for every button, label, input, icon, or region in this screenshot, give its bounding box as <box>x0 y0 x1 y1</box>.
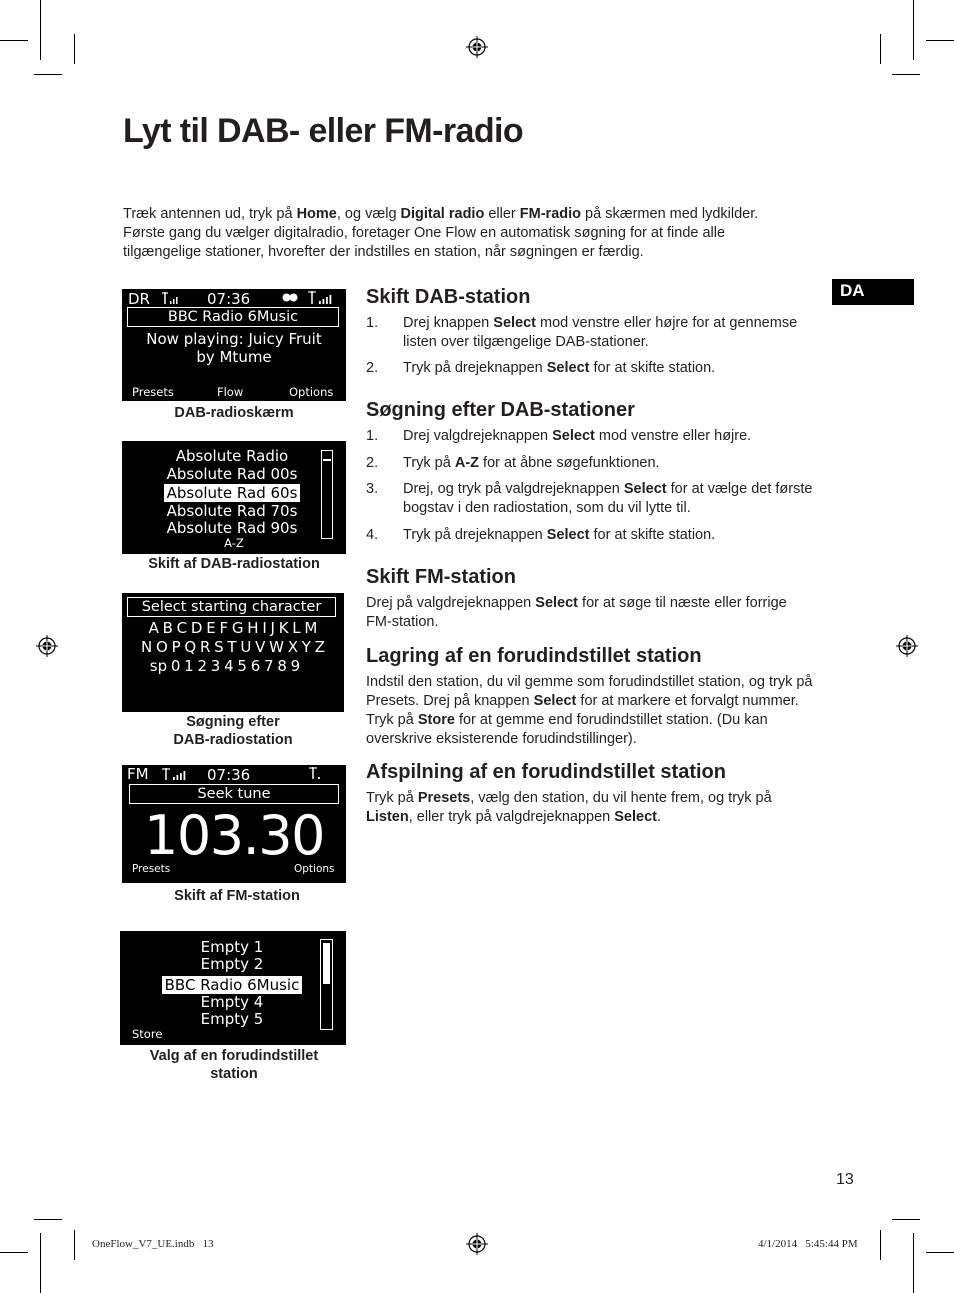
step-text: Drej knappen <box>403 315 494 331</box>
section-heading-skift-fm: Skift FM-station <box>366 566 516 588</box>
crop-mark <box>892 74 920 75</box>
crop-mark <box>926 40 954 41</box>
para-bold: Listen <box>366 809 409 825</box>
now-playing-line: Now playing: Juicy Fruit <box>146 330 322 348</box>
para-text: , eller tryk på valgdrejeknappen <box>408 809 615 825</box>
step-text: Tryk på drejeknappen <box>403 360 547 376</box>
section-heading-afspilning: Afspilning af en forudindstillet station <box>366 761 726 783</box>
step-bold: Select <box>546 527 590 543</box>
search-header-box: Select starting character <box>127 597 336 617</box>
softkey-options: Options <box>289 385 334 399</box>
station-name-box: BBC Radio 6Music <box>127 307 339 327</box>
para-bold: Select <box>614 809 657 825</box>
list-item: Empty 2 <box>200 955 264 973</box>
step-number: 2. <box>366 360 379 376</box>
para-text: Tryk på <box>366 790 418 806</box>
step-number: 2. <box>366 455 379 471</box>
clock: 07:36 <box>207 766 251 784</box>
softkey-options: Options <box>294 863 335 875</box>
section-heading-lagring: Lagring af en forudindstillet station <box>366 645 702 667</box>
crop-mark <box>0 40 28 41</box>
step-text: for at skifte station. <box>589 360 716 376</box>
step-text: Drej valgdrejeknappen <box>403 428 553 444</box>
para-text: for at gemme end forudindstillet station. (Du kan overskrive eksisterende forudindstillinger). <box>366 712 768 747</box>
dab-radio-screen <box>122 289 346 401</box>
frequency-display: 103.30 <box>144 804 324 867</box>
para-bold: Presets <box>417 790 471 806</box>
character-search-screen <box>122 593 344 712</box>
footer-file-info: OneFlow_V7_UE.indb 13 <box>92 1238 214 1250</box>
step-number: 1. <box>366 428 379 444</box>
softkey-flow: Flow <box>217 385 244 399</box>
step-text: mod venstre eller højre. <box>594 428 752 444</box>
softkey-presets: Presets <box>132 385 174 399</box>
list-item: Absolute Rad 00s <box>166 465 298 483</box>
section-paragraph <box>366 594 816 632</box>
step-bold: Select <box>493 315 537 331</box>
mode-label: DR <box>128 290 150 308</box>
scrollbar <box>321 450 333 539</box>
intro-text: Træk antennen ud, tryk på <box>123 206 297 222</box>
caption-line: Valg af en forudindstillet <box>149 1048 319 1064</box>
antenna-icon <box>308 767 322 780</box>
step-bold: A-Z <box>454 455 480 471</box>
section-heading-skift-dab: Skift DAB-station <box>366 286 531 308</box>
crop-mark <box>34 74 62 75</box>
figure-caption: DAB-radioskærm <box>174 405 294 421</box>
registration-mark-icon <box>36 635 58 657</box>
signal-strength-icon <box>162 292 178 305</box>
list-item: Absolute Radio <box>175 447 289 465</box>
para-bold: Store <box>417 712 455 728</box>
language-tab: DA <box>832 279 914 305</box>
footer-datetime: 4/1/2014 5:45:44 PM <box>758 1238 858 1250</box>
para-text: , vælg den station, du vil hente frem, og tryk på <box>470 790 772 806</box>
list-item: Absolute Rad 90s <box>166 519 298 537</box>
list-item: Absolute Rad 70s <box>166 502 298 520</box>
softkey-a-z: A-Z <box>224 536 244 550</box>
intro-text: på skærmen med lydkilder. <box>581 206 759 222</box>
list-item-selected: BBC Radio 6Music <box>162 976 303 994</box>
scrollbar-thumb <box>323 943 330 984</box>
intro-line: Første gang du vælger digitalradio, foretager One Flow en automatisk søgning for at finde alle <box>123 225 726 241</box>
step-text: mod venstre eller højre for at gennemse listen over tilgængelige DAB-stationer. <box>403 315 798 350</box>
stereo-icon <box>282 293 298 302</box>
page-number: 13 <box>836 1171 854 1188</box>
step-number: 3. <box>366 481 379 497</box>
step-bold: Select <box>623 481 667 497</box>
para-bold: Select <box>535 595 579 611</box>
para-bold: Select <box>533 693 577 709</box>
mode-label: FM <box>127 765 149 783</box>
step-text: for at vælge det første bogstav i den radiostation, som du vil lytte til. <box>403 481 813 516</box>
para-text: . <box>656 809 662 825</box>
clock: 07:36 <box>207 290 251 308</box>
caption-line: Søgning efter <box>186 714 280 730</box>
step-number: 1. <box>366 315 379 331</box>
list-item: Empty 4 <box>200 993 264 1011</box>
list-item: Empty 1 <box>200 938 264 956</box>
preset-list-screen <box>120 931 346 1045</box>
intro-text: , og vælg <box>336 206 401 222</box>
softkey-presets: Presets <box>132 863 171 875</box>
crop-mark <box>913 0 914 60</box>
page-title: Lyt til DAB- eller FM-radio <box>123 112 524 150</box>
list-item: Empty 5 <box>200 1010 264 1028</box>
fm-radio-screen <box>122 765 346 883</box>
intro-bold: FM-radio <box>519 206 582 222</box>
crop-mark <box>913 1233 914 1293</box>
step-bold: Select <box>552 428 595 444</box>
crop-mark <box>880 34 881 64</box>
crop-mark <box>880 1230 881 1260</box>
para-text: Indstil den station, du vil gemme som forudindstillet station, og tryk på Presets. Drej på knappen <box>366 674 813 709</box>
step-text: Drej, og tryk på valgdrejeknappen <box>403 481 624 497</box>
section-paragraph <box>366 673 814 749</box>
intro-paragraph <box>123 205 823 262</box>
section-heading-sogning: Søgning efter DAB-stationer <box>366 399 635 421</box>
caption-line: DAB-radiostation <box>173 732 293 748</box>
registration-mark-icon <box>896 635 918 657</box>
para-text: Drej på valgdrejeknappen <box>366 595 536 611</box>
step-text: Tryk på drejeknappen <box>403 527 547 543</box>
figure-caption: Skift af DAB-radiostation <box>148 556 320 572</box>
figure-caption <box>120 1047 348 1083</box>
step-number: 4. <box>366 527 379 543</box>
figure-caption: Skift af FM-station <box>174 888 300 904</box>
list-item-selected: Absolute Rad 60s <box>164 484 301 502</box>
intro-line: tilgængelige stationer, hvorefter der indstilles en station, når søgningen er færdig. <box>123 244 644 260</box>
intro-bold: Home <box>296 206 337 222</box>
para-text: for at markere et forvalgt nummer. Tryk på <box>366 693 799 728</box>
figure-caption <box>122 713 344 749</box>
crop-mark <box>74 1230 75 1260</box>
station-list-screen <box>122 441 346 554</box>
crop-mark <box>34 1219 62 1220</box>
softkey-store: Store <box>132 1027 163 1041</box>
signal-strength-icon <box>162 768 188 781</box>
scrollbar-thumb <box>323 459 331 461</box>
crop-mark <box>0 1252 28 1253</box>
step-text: for at skifte station. <box>589 527 716 543</box>
character-row: sp 0 1 2 3 4 5 6 7 8 9 <box>149 657 301 675</box>
signal-strength-icon <box>308 291 334 305</box>
crop-mark <box>40 1233 41 1293</box>
seek-status-box: Seek tune <box>129 784 339 804</box>
scrollbar <box>320 939 333 1030</box>
crop-mark <box>74 34 75 64</box>
crop-mark <box>40 0 41 60</box>
section-paragraph <box>366 789 806 827</box>
crop-mark <box>892 1219 920 1220</box>
caption-line: station <box>210 1066 258 1082</box>
para-text: for at søge til næste eller forrige FM-station. <box>366 595 787 630</box>
character-row: N O P Q R S T U V W X Y Z <box>141 638 325 656</box>
character-row: A B C D E F G H I J K L M <box>148 619 318 637</box>
crop-mark <box>926 1252 954 1253</box>
step-bold: Select <box>546 360 590 376</box>
intro-text: eller <box>484 206 520 222</box>
now-playing-line: by Mtume <box>196 348 272 366</box>
step-text: Tryk på <box>403 455 455 471</box>
step-text: for at åbne søgefunktionen. <box>479 455 660 471</box>
registration-mark-icon <box>466 36 488 58</box>
registration-mark-icon <box>466 1233 488 1255</box>
intro-bold: Digital radio <box>400 206 485 222</box>
